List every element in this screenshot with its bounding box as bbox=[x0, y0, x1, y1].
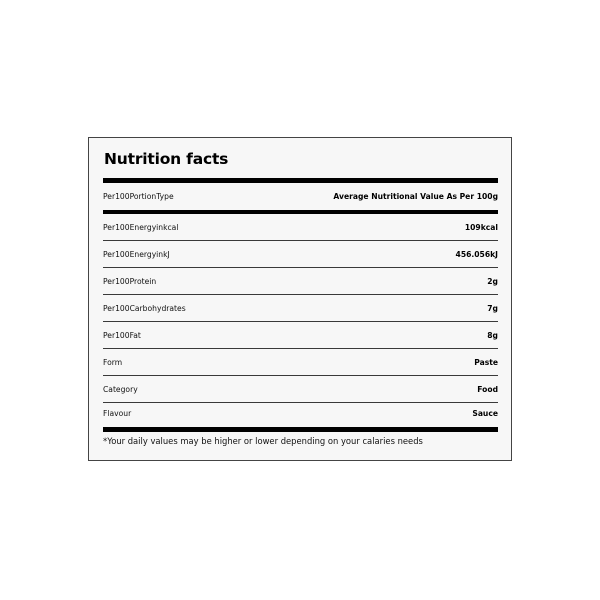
nutrition-facts-title: Nutrition facts bbox=[104, 150, 229, 168]
nutrition-row-energy-kj bbox=[103, 241, 498, 268]
nutrition-facts-panel bbox=[88, 137, 512, 461]
nutrition-row-value: 2g bbox=[487, 276, 498, 286]
nutrition-row-label: Per100Fat bbox=[103, 330, 141, 340]
nutrition-row-protein bbox=[103, 268, 498, 295]
nutrition-row-energy-kcal bbox=[103, 214, 498, 241]
nutrition-row-value: 7g bbox=[487, 303, 498, 313]
nutrition-row-fat bbox=[103, 322, 498, 349]
nutrition-row-label: Per100Carbohydrates bbox=[103, 303, 186, 313]
nutrition-row-label: Flavour bbox=[103, 409, 132, 418]
nutrition-row-label: Category bbox=[103, 384, 138, 394]
nutrition-row-category bbox=[103, 376, 498, 403]
bottom-divider bbox=[103, 427, 498, 432]
portion-type-label: Per100PortionType bbox=[103, 192, 174, 201]
nutrition-row-label: Per100Protein bbox=[103, 276, 157, 286]
portion-type-value: Average Nutritional Value As Per 100g bbox=[333, 192, 498, 201]
daily-values-footnote: *Your daily values may be higher or lower depending on your calaries needs bbox=[103, 436, 423, 446]
nutrition-row-carbohydrates bbox=[103, 295, 498, 322]
nutrition-row-value: Food bbox=[477, 384, 498, 394]
nutrition-row-label: Form bbox=[103, 357, 123, 367]
nutrition-row-value: 8g bbox=[487, 330, 498, 340]
nutrition-row-value: 456.056kJ bbox=[455, 249, 498, 259]
nutrition-row-form bbox=[103, 349, 498, 376]
nutrition-row-value: Sauce bbox=[472, 409, 498, 418]
nutrition-row-value: 109kcal bbox=[464, 222, 498, 232]
nutrition-row-value: Paste bbox=[474, 357, 498, 367]
portion-type-row bbox=[103, 183, 498, 210]
nutrition-row-flavour bbox=[103, 400, 498, 427]
nutrition-row-label: Per100EnergyinkJ bbox=[103, 249, 170, 259]
nutrition-row-label: Per100Energyinkcal bbox=[103, 222, 179, 232]
